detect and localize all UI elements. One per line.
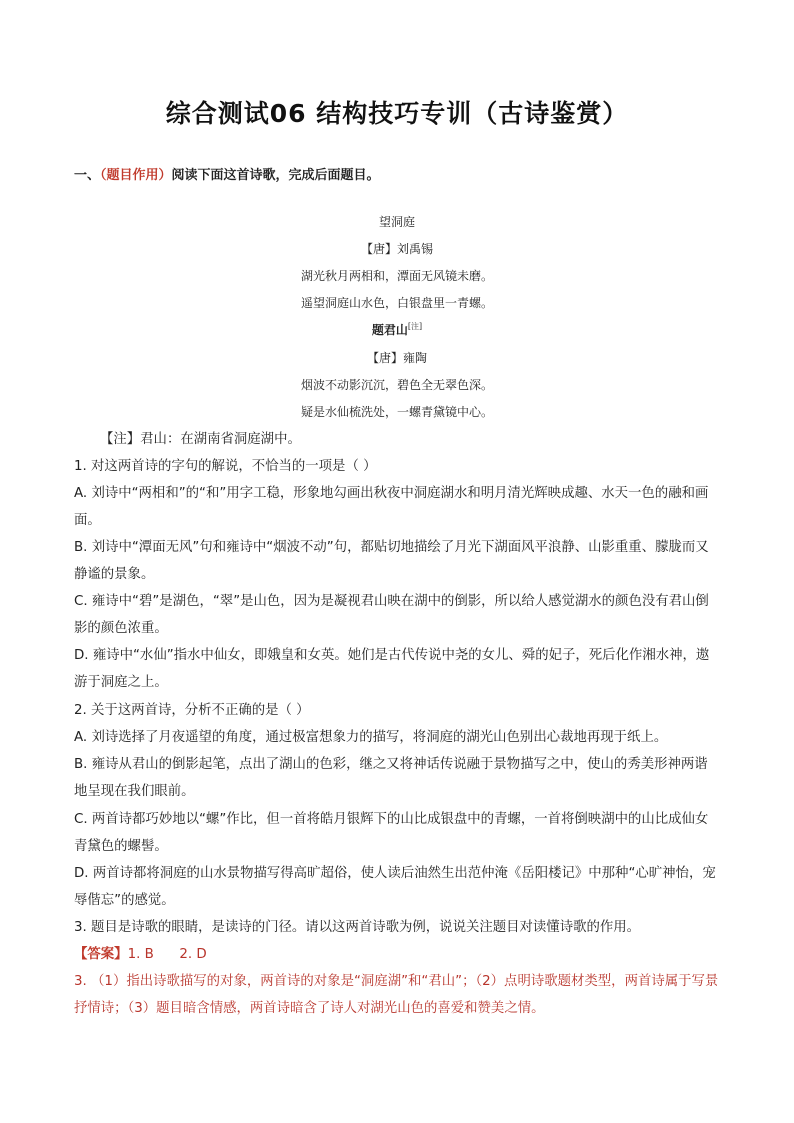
poem2-line-2: 疑是水仙梳洗处，一螺青黛镜中心。 xyxy=(300,405,493,419)
poem-note: 【注】君山：在湖南省洞庭湖中。 xyxy=(100,432,301,447)
q1-option-b: B. 刘诗中“潭面无风”句和雍诗中“烟波不动”句，都贴切地描绘了月光下湖面风平浪静、山影重重、朦胧而又静谧的景象。 xyxy=(74,540,709,582)
poem2-note-mark: [注] xyxy=(407,322,423,331)
q1-stem: 1. 对这两首诗的字句的解说，不恰当的一项是（ ） xyxy=(74,459,377,474)
poem2-title-block xyxy=(200,321,594,338)
q3-stem: 3. 题目是诗歌的眼睛，是读诗的门径。请以这两首诗歌为例，说说关注题目对读懂诗歌的作用。 xyxy=(74,920,641,935)
poem1-line-2: 遥望洞庭山水色，白银盘里一青螺。 xyxy=(300,296,493,310)
section-tag: （题目作用） xyxy=(100,168,172,183)
q2-option-d: D. 两首诗都将洞庭的山水景物描写得高旷超俗，使人读后油然生出范仲淹《岳阳楼记》中那种“心旷神怡，宠辱偕忘”的感觉。 xyxy=(74,866,716,908)
section-heading xyxy=(74,164,380,183)
poem1-title: 望洞庭 xyxy=(378,215,415,229)
q1-option-a: A. 刘诗中“两相和”的“和”用字工稳，形象地勾画出秋夜中洞庭湖水和明月清光辉映成趣、水天一色的融和画面。 xyxy=(74,486,709,528)
answer-choices: 1. B 2. D xyxy=(127,947,207,962)
q1-option-c: C. 雍诗中“碧”是湖色，“翠”是山色，因为是凝视君山映在湖中的倒影，所以给人感觉湖水的颜色没有君山倒影的颜色浓重。 xyxy=(74,594,709,636)
q2-option-c: C. 两首诗都巧妙地以“螺”作比，但一首将皓月银辉下的山比成银盘中的青螺，一首将倒映湖中的山比成仙女青黛色的螺髻。 xyxy=(74,812,709,854)
poem1-author: 【唐】刘禹锡 xyxy=(360,242,433,256)
page-title: 综合测试06 结构技巧专训（古诗鉴赏） xyxy=(165,99,629,128)
section-number: 一、 xyxy=(74,168,101,183)
poem2-author: 【唐】雍陶 xyxy=(366,351,427,365)
poem2-title: 题君山 xyxy=(371,323,408,337)
poem1-line-1: 湖光秋月两相和，潭面无风镜未磨。 xyxy=(300,269,493,283)
section-instruction: 阅读下面这首诗歌，完成后面题目。 xyxy=(171,168,380,183)
poem2-line-1: 烟波不动影沉沉，碧色全无翠色深。 xyxy=(300,378,493,392)
answer-q3: 3. （1）指出诗歌描写的对象，两首诗的对象是“洞庭湖”和“君山”；（2）点明诗歌题材类型，两首诗属于写景抒情诗；（3）题目暗含情感，两首诗暗含了诗人对湖光山色的喜爱和赞美之情。 xyxy=(74,974,719,1016)
q2-option-a: A. 刘诗选择了月夜遥望的角度，通过极富想象力的描写，将洞庭的湖光山色别出心裁地再现于纸上。 xyxy=(74,730,668,745)
q2-stem: 2. 关于这两首诗，分析不正确的是（ ） xyxy=(74,703,310,718)
answer-label: 【答案】 xyxy=(74,947,128,962)
q1-option-d: D. 雍诗中“水仙”指水中仙女，即娥皇和女英。她们是古代传说中尧的女儿、舜的妃子，死后化作湘水神，遨游于洞庭之上。 xyxy=(74,648,710,690)
answer-line xyxy=(74,941,720,968)
q2-option-b: B. 雍诗从君山的倒影起笔，点出了湖山的色彩，继之又将神话传说融于景物描写之中，使山的秀美形神两谐地呈现在我们眼前。 xyxy=(74,757,708,799)
